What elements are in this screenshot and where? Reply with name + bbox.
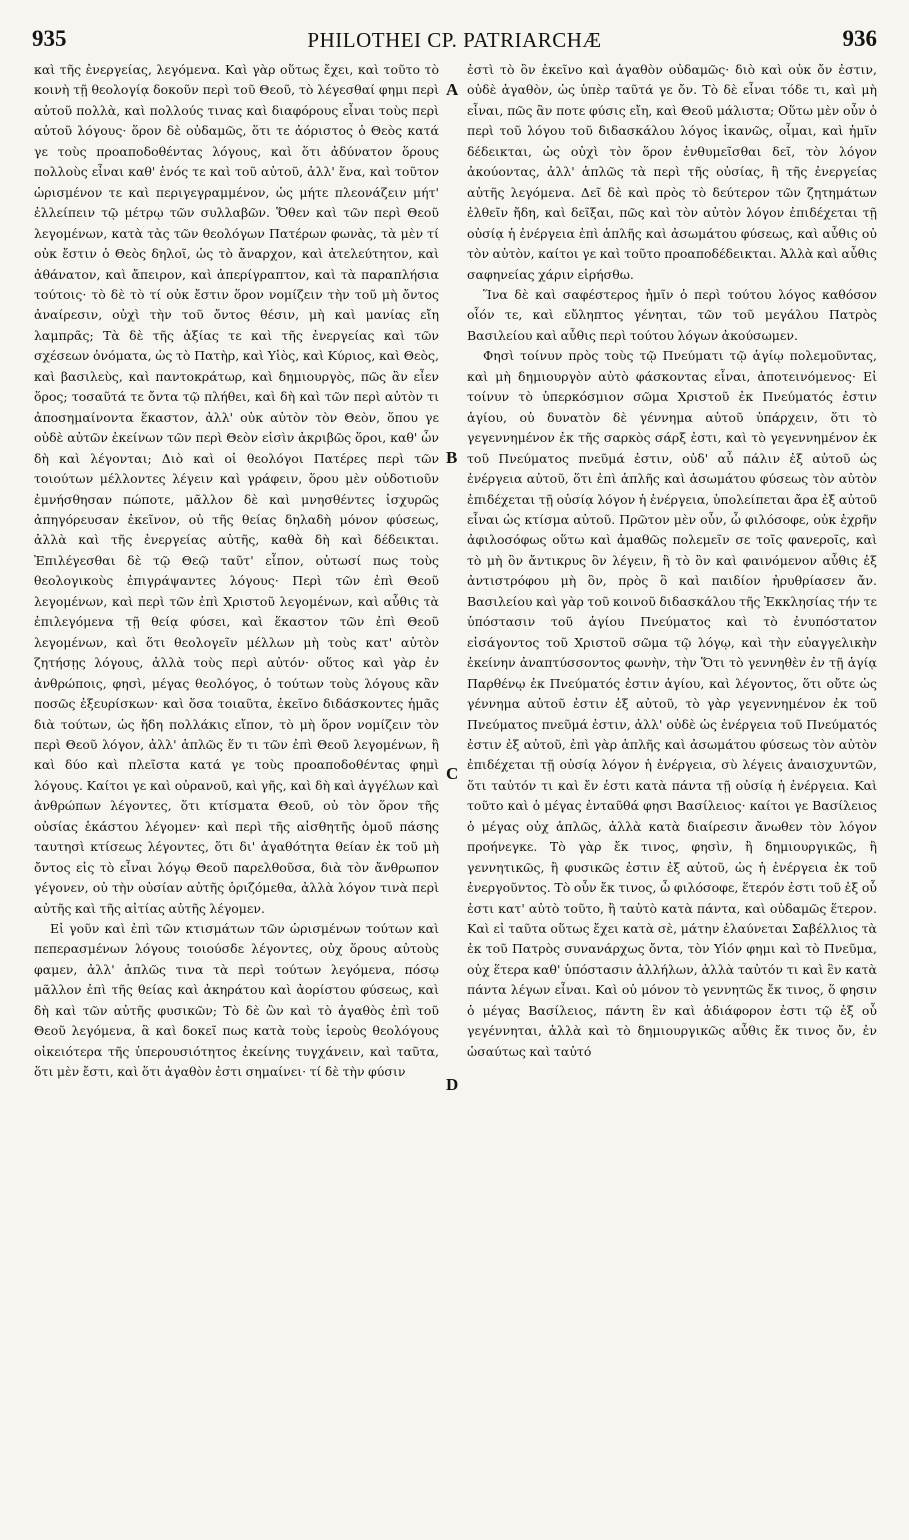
margin-marker-a: A [446,80,459,99]
page-number-right: 936 [842,26,877,51]
left-column [34,60,439,1083]
margin-marker-d: D [446,1075,459,1094]
right-paragraph-2: Ἵνα δὲ καὶ σαφέστερος ἡμῖν ὁ περὶ τούτου λόγος καθόσον οἷόν τε, καὶ εὔληπτος γένηται, τῶν τοῦ μεγάλου Πατρὸς Βασιλείου καὶ αὖθις περὶ τούτου λόγων ἀκούσωμεν. [467,286,877,343]
right-paragraph-3: Φησὶ τοίνυν πρὸς τοὺς τῷ Πνεύματι τῷ ἁγίῳ πολεμοῦντας, καὶ μὴ δημιουργὸν αὐτὸ φάσκοντας εἶναι, ἀποτεινόμενος· Εἰ τοίνυν τὸ ὑπερκόσμιον σῶμα Χριστοῦ ἐκ Πνεύματός ἐστιν ἁγίου, οὐ δυνατὸν δὲ γέννημα αὐτοῦ ὑπάρχειν, ὅτι τὸ γεγεννημένον ἐκ τῆς σαρκὸς σάρξ ἐστι, καὶ τὸ γεγεννημένον ἐκ τοῦ Πνεύματος πνεῦμά ἐστιν, οὐδ' αὖ πάλιν ἐξ αὐτοῦ ὡς ἐνέργεια αὐτοῦ, ὅτι ἐπὶ ἁπλῆς καὶ ἀσωμάτου φύσεως τὸν αὐτὸν ἐπιδέχεται τῇ οὐσίᾳ λόγον ἡ ἐνέργεια, ὑπολείπεται ἄρα ἐξ αὐτοῦ εἶναι ὡς κτίσμα αὐτοῦ. Πρῶτον μὲν οὖν, ὦ φιλόσοφε, οὐκ ἐχρῆν ἀφιλοσόφως οὕτω καὶ ἀμαθῶς πολεμεῖν σε τοῖς φανεροῖς, καὶ τὸ μὴ ὂν ἄντικρυς ὂν λέγειν, ἢ τὸ ὂν καὶ φαινόμενον αὖθις ἐξ ἀντιστρόφου μὴ ὂν, πρὸς ὃ καὶ παιδίον ἠρυθρίασεν ἄν. Βασιλείου καὶ γὰρ τοῦ κοινοῦ διδασκάλου τῆς Ἐκκλησίας τήν τε ὑπόστασιν τοῦ ἁγίου Πνεύματος καὶ τὸ ἐνυπόστατον εἰσάγοντος τοῦ Χριστοῦ σῶμα τῷ λόγῳ, καὶ τὴν εὐαγγελικὴν ἐκείνην ἀναπτύσσοντος φωνὴν, τὴν Ὅτι τὸ γεννηθὲν ἐν τῇ ἁγίᾳ Παρθένῳ ἐκ Πνεύματός ἐστιν ἁγίου, καὶ λέγοντος, ὅτι οὔτε ὡς γέννημα αὐτοῦ ἐστιν ἐξ αὐτοῦ, τὸ γὰρ γεγεννημένον ἐκ τοῦ Πνεύματος πνεῦμά ἐστιν, ἀλλ' οὐδὲ ὡς ἐνέργεια τοῦ Πνεύματός ἐστιν ἐξ αὐτοῦ, ἐπὶ γὰρ ἁπλῆς καὶ ἀσωμάτου φύσεως τὸν αὐτὸν ἐπιδέχεται τῇ οὐσίᾳ λόγον ἡ ἐνέργεια, σὺ λέγεις ἀναισχυντῶν, ὅτι ταὐτόν τι καὶ ἔν ἐστι κατὰ πάντα τῇ οὐσίᾳ ἡ ἐνέργεια. Καὶ τοῦτο καὶ ὁ μέγας ἐνταῦθά φησι Βασίλειος· καίτοι γε Βασίλειος ὁ μέγας οὐχ ἁπλῶς, ἀλλὰ κατὰ διαίρεσιν ἄνωθεν τὸν λόγον προήνεγκε. Τὸ γὰρ ἔκ τινος, φησὶν, ἢ δημιουργικῶς, ἢ γεννητικῶς, ἢ φυσικῶς ἐστιν ἐξ αὐτοῦ, ὡς ἡ ἐνέργεια ἐκ τοῦ ἐνεργοῦντος. Τὸ οὖν ἔκ τινος, ὦ φιλόσοφε, ἕτερόν ἐστι τοῦ ἐξ οὗ ἐστι κατ' αὐτὸ τοῦτο, ἢ ταὐτὸ κατὰ πάντα, καὶ οὐδαμῶς ἕτερον. Καὶ εἰ ταῦτα οὕτως ἔχει κατὰ σὲ, μάτην ἐλαύνεται Σαβέλλιος τὰ ἐκ τοῦ Πατρὸς συνανάρχως ὄντα, τὸν Υἱόν φημι καὶ τὸ Πνεῦμα, οὐχ ἕτερα καθ' ὑπόστασιν ἀλλήλων, ἀλλὰ ταὐτόν τι καὶ ἓν κατὰ πάντα λέγων εἶναι. Καὶ οὐ μόνον τὸ γεννητῶς ἔκ τινος, ὅ φησιν ὁ μέγας Βασίλειος, πάντη ἓν καὶ ἀδιάφορον ἐστι τῷ ἐξ οὗ γεγέννηται, ἀλλὰ καὶ τὸ δημιουργικῶς αὖθις ἔκ τινος ὄν, ἐν ὡσαύτως καὶ ταὐτό [467,348,877,1059]
page-number-left: 935 [32,26,67,51]
left-paragraph-1: καὶ τῆς ἐνεργείας, λεγόμενα. Καὶ γὰρ οὕτως ἔχει, καὶ τοῦτο τὸ κοινὴ τῇ θεολογίᾳ δοκοῦν περὶ τοῦ Θεοῦ, τὸ λέγεσθαί φημι περὶ αὐτοῦ πολλὰ, καὶ πολλούς τινας καὶ διαφόρους εἶναι τοὺς περὶ αὐτοῦ λόγους· ὅρον δὲ οὐδαμῶς, ὅτι τε ἀόριστος ὁ Θεὸς κατά γε τοὺς προαποδοθέντας λόγους, καὶ ὅτι ἀδύνατον ὅρους πολλοὺς εἶναι καθ' ἑνός τε καὶ τοῦ αὐτοῦ, ἀλλ' ἕνα, καὶ τοῦτον ὡρισμένον τε καὶ περιγεγραμμένον, ὡς μήτε πλεονάζειν μήτ' ἐλλείπειν τῷ μέτρῳ τῶν συλλαβῶν. Ὅθεν καὶ τῶν περὶ Θεοῦ λεγομένων, κατὰ τὰς τῶν θεολόγων Πατέρων φωνὰς, τὰ μὲν τί οὐκ ἔστιν ὁ Θεὸς δηλοῖ, ὡς τὸ ἄναρχον, καὶ ἀτελεύτητον, καὶ ἀθάνατον, καὶ ἄπειρον, καὶ ἀπερίγραπτον, καὶ τὰ παραπλήσια τούτοις· τὸ δὲ τὸ τί οὐκ ἔστιν ὅρον νομίζειν τὴν τοῦ μὴ ὄντος ἀναίρεσιν, οὐχὶ τὴν τοῦ ὄντος θέσιν, μὴ καὶ μανίας εἴη λαμπρᾶς; Τὰ δὲ τῆς ἀξίας τε καὶ τῆς ἐνεργείας καὶ τῶν σχέσεων ὀνόματα, ὡς τὸ Πατὴρ, καὶ Υἱὸς, καὶ Κύριος, καὶ Θεὸς, καὶ βασιλεὺς, καὶ παντοκράτωρ, καὶ δημιουργὸς, πῶς ἂν εἶεν ὅρος; τοσαῦτά τε ὄντα τῷ πλήθει, καὶ δὴ καὶ τῶν περὶ αὐτὸν τι ἀποσημαίνοντα ἕκαστον, ἀλλ' οὐκ αὐτὸν τὸν Θεὸν, ὅπου γε οὐδὲ αὐτῶν ἐκείνων τῶν περὶ Θεὸν εἰσὶν ἀκριβῶς ὅροι, καθ' ὧν δὴ καὶ λέγονται; Διὸ καὶ οἱ θεολόγοι Πατέρες περὶ τῶν τοιούτων μέλλοντες λέγειν καὶ γράφειν, ὅρου μὲν οὐδοτιοῦν ἐμνήσθησαν πώποτε, μᾶλλον δὲ καὶ μνησθέντες ἰσχυρῶς ἀπηγόρευσαν ἐκεῖνον, οὐ τῆς θείας δηλαδὴ μόνον φύσεως, ἀλλὰ καὶ τῆς ἐνεργείας αὐτῆς, καθὰ δὴ καὶ δέδεικται. Ἐπιλέγεσθαι δὲ τῷ Θεῷ ταῦτ' εἶπον, οὑτωσί πως τοὺς θεολογικοὺς ἐπιγράψαντες λόγους· Περὶ τῶν ἐπὶ Θεοῦ λεγομένων, καὶ περὶ τῶν ἐπὶ Χριστοῦ λεγομένων, καὶ αὖθις τὰ ἐπιλεγόμενα τῇ θείᾳ φύσει, καὶ ἕκαστον τῶν ἐπὶ Θεοῦ λεγομένων, καὶ ὅτι θεολογεῖν μέλλων μὴ τοὺς κατ' αὐτὸν ζητήσῃς λόγους, ἀλλὰ τοὺς περὶ αὐτόν· οὕτος καὶ γὰρ ἐν ἀνθρώποις, φησὶ, μέγας θεολόγος, ὁ τούτων τοὺς λόγους κἂν ποσῶς ἐξευρίσκων· καὶ ὅσα τοιαῦτα, ἐκεῖνο διδάσκοντες ἡμᾶς διὰ τούτων, ὡς ἤδη πολλάκις εἴπον, τὸ μὴ ὅρον νομίζειν τὸν περὶ Θεοῦ λόγον, ἀλλ' ἁπλῶς ἕν τι τῶν ἐπὶ Θεοῦ λεγομένων, ἢ καὶ δύο καὶ πλεῖστα κατά γε τοὺς προαποδοθέντας φημὶ λόγους. Καίτοι γε καὶ οὐρανοῦ, καὶ γῆς, καὶ δὴ καὶ ἀγγέλων καὶ ἀνθρώπων λέγοντες, ὅτι κτίσματα Θεοῦ, οὐ τὸν ὅρον τῆς οὐσίας ἑκάστου λέγομεν· καὶ περὶ τῆς αἰσθητῆς ὁμοῦ πάσης ταυτησὶ κτίσεως λέγοντες, ὅτι δι' ἀγαθότητα θείαν ἐκ τοῦ μὴ ὄντος εἰς τὸ εἶναι λόγῳ Θεοῦ παρελθοῦσα, διὰ τὸν ἄνθρωπον γέγονεν, οὐ τὴν οὐσίαν αὐτῆς ὁριζόμεθα, ἀλλὰ λόγον τινὰ περὶ αὐτῆς καὶ τῆς αἰτίας αὐτῆς λέγομεν. [34,62,439,916]
right-column [467,60,877,1062]
running-header [32,26,877,52]
margin-marker-c: C [446,764,459,783]
right-paragraph-1: ἐστὶ τὸ ὂν ἐκεῖνο καὶ ἀγαθὸν οὐδαμῶς· διὸ καὶ οὐκ ὄν ἐστιν, οὐδὲ ἀγαθὸν, ὡς ὑπὲρ ταῦτά γε ὄν. Τὸ δὲ εἶναι τόδε τι, καὶ μὴ εἶναι, πῶς ἂν ποτε φύσις εἴη, καὶ Θεοῦ μάλιστα; Οὕτω μὲν οὖν ὁ περὶ τοῦ λόγου τοῦ διδασκάλου λόγος ἱκανῶς, οἶμαι, καὶ ἡμῖν δέδεικται, ὡς οὐχὶ τὸν ὅρον ἐνθυμεῖσθαι δεῖ, τὸν λόγον ἀκούοντας, ἀλλ' ἁπλῶς τὰ περὶ τῆς οὐσίας, ἢ τῆς ἐνεργείας αὐτῆς λεγόμενα. Δεῖ δὲ καὶ πρὸς τὸ δεύτερον τῶν ζητημάτων ἐλθεῖν ἤδη, καὶ δεῖξαι, πῶς καὶ τὸν αὐτὸν λόγον ἐπιδέχεται τῇ οὐσίᾳ ἡ ἐνέργεια ἐπὶ ἁπλῆς καὶ ἀσωμάτου φύσεως, καὶ αὖθις οὐ τὸν αὐτὸν, καίτοι γε καὶ τοῦτο προαποδέδεικται. Ἀλλὰ καὶ αὖθις σαφηνείας χάριν εἰρήσθω. [467,62,877,282]
running-title: PHILOTHEI CP. PATRIARCHÆ [307,28,602,52]
left-paragraph-2: Εἰ γοῦν καὶ ἐπὶ τῶν κτισμάτων τῶν ὡρισμένων τούτων καὶ πεπερασμένων λόγους τοιούσδε λέγοντες, οὐχ ὅρους αὐτοὺς φαμεν, ἀλλ' ἁπλῶς τινα τὰ περὶ τούτων λεγόμενα, πόσῳ μᾶλλον ἐπὶ τῆς θείας καὶ ἀκηράτου καὶ ἀορίστου φύσεως, καὶ δὴ καὶ τῶν αὐτῆς φυσικῶν; Τὸ δὲ ὢν καὶ τὸ ἀγαθὸς ἐπὶ τοῦ Θεοῦ λεγόμενα, ἃ καὶ δοκεῖ πως κατὰ τοὺς ἱεροὺς θεολόγους οἰκειότερα τῆς ὑπερουσιότητος ἐκείνης τυγχάνειν, καὶ ταῦτα, ὅτι μὲν ἔστι, καὶ ὅτι ἀγαθὸν ἐστι σημαίνει· τί δὲ τὴν φύσιν [34,921,439,1080]
margin-marker-b: B [446,448,458,467]
